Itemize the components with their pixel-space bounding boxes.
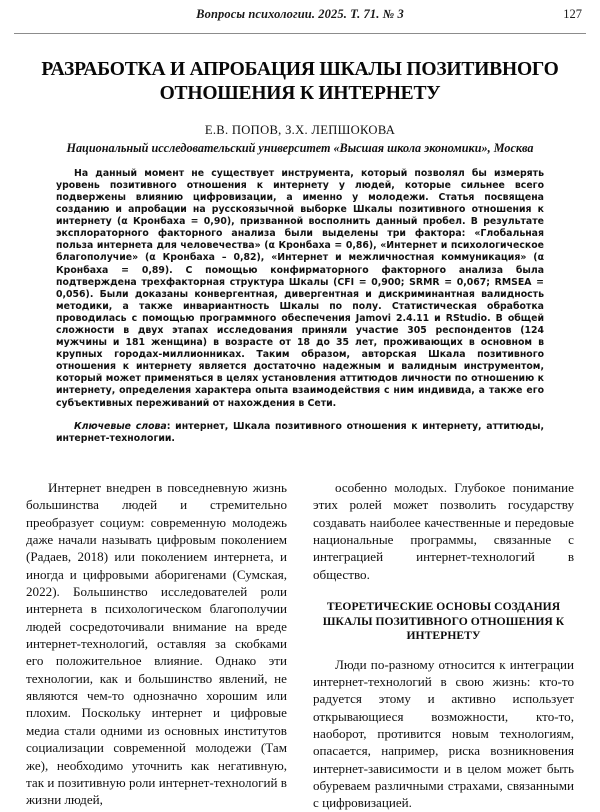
title-block xyxy=(26,58,574,156)
keywords-block xyxy=(56,421,544,445)
article-affiliation: Национальный исследовательский университет «Высшая школа экономики», Москва xyxy=(66,140,534,155)
abstract-text: На данный момент не существует инструмента, который позволял бы измерять уровень позитивного отношения к интернету у людей, которые сильнее всего подвержены влиянию цифровизации, а именно у молодежи. Статья посвящена созданию и апробации на русскоязычной выборке Шкалы позитивного отношения к интернету (α Кронбаха = 0,90), призванной восполнить данный пробел. В результате эксплораторного факторного анализа были выделены три фактора: «Глобальная польза интернета для человечества» (α Кронбаха = 0,86), «Интернет и психологическое благополучие» (α Кронбаха – 0,82), «Интернет и межличностная коммуникация» (α Кронбаха = 0,89). С помощью конфирматорного факторного анализа была подтверждена трехфакторная структура Шкалы (CFI = 0,900; SRMR = 0,067; RMSEA = 0,056). Были доказаны конвергентная, дивергентная и дискриминантная валидность методики, а также инвариантность Шкалы по полу. Статистическая обработка проводилась с помощью программного обеспечения Jamovi 2.4.11 и RStudio. В общей сложности в двух этапах исследования приняли участие 305 респондентов (124 мужчины и 181 женщина) в возрасте от 18 до 35 лет, проживающих в основном в крупных городах-миллионниках. Таким образом, авторская Шкала позитивного отношения к интернету является достаточно надежным и валидным инструментом, который может применяться в целях установления аттитюдов личности по отношению к интернету, определения характера опыта взаимодействия с ним индивида, а также его субъективных переживаний от нахождения в Сети. xyxy=(56,167,544,409)
running-head-journal-line: Вопросы психологии. 2025. Т. 71. № 3 xyxy=(196,7,404,21)
article-title: РАЗРАБОТКА И АПРОБАЦИЯ ШКАЛЫ ПОЗИТИВНОГО ОТНОШЕНИЯ К ИНТЕРНЕТУ xyxy=(41,59,559,105)
keywords-values: интернет, Шкала позитивного отношения к интернету, аттитюды, интернет-технологии. xyxy=(56,420,544,444)
right-column-paragraph-1: особенно молодых. Глубокое понимание этих ролей может позволить государству создавать наиболее качественные и передовые национальные программы, связанные с интеграцией интернет-технологий в общество. xyxy=(313,480,574,582)
article-authors: Е.В. ПОПОВ, З.Х. ЛЕПШОКОВА xyxy=(204,122,396,137)
section-heading-theoretical-basis: ТЕОРЕТИЧЕСКИЕ ОСНОВЫ СОЗДАНИЯ ШКАЛЫ ПОЗИТИВНОГО ОТНОШЕНИЯ К ИНТЕРНЕТУ xyxy=(322,600,565,643)
left-column-paragraph-1: Интернет внедрен в повседневную жизнь большинства людей и стремительно преобразует социум: современную молодежь даже начали называть цифровым поколением (Радаев, 2018) или поколением интернета, и иногда и цифровыми аборигенами (Сумская, 2022). Большинство исследователей роли интернета в психологическом благополучии людей сосредоточивали внимание на вреде интернет-технологий, оставляя за скобками его положительное влияние. Однако эти технологии, как и большинство явлений, не являются чем-то однозначно хорошим или плохим. Поскольку интернет и цифровые медиа стали одними из основных институтов социализации современной молодежи (Там же), необходимо уточнить как негативную, так и позитивную роли интернет-технологий в жизни людей, xyxy=(26,480,287,808)
running-head xyxy=(18,7,582,31)
right-column-paragraph-2: Люди по-разному относится к интеграции интернет-технологий в свою жизнь: кто-то радуется этому и активно использует открывающиеся возможности, кто-то, наоборот, противится новым технологиям, опасается, например, риска возникновения интернет-зависимости и в целом может быть обуреваем различными страхами, связанными с цифровизацией. xyxy=(313,656,574,811)
header-divider-rule xyxy=(14,33,586,34)
abstract-block xyxy=(56,168,544,410)
journal-page xyxy=(0,7,600,811)
page-number: 127 xyxy=(563,7,582,21)
body-column-right xyxy=(313,479,574,812)
body-columns xyxy=(26,479,574,812)
keywords-label: Ключевые слова xyxy=(74,420,167,432)
keywords-separator: : xyxy=(166,420,176,432)
body-column-left xyxy=(26,479,287,812)
